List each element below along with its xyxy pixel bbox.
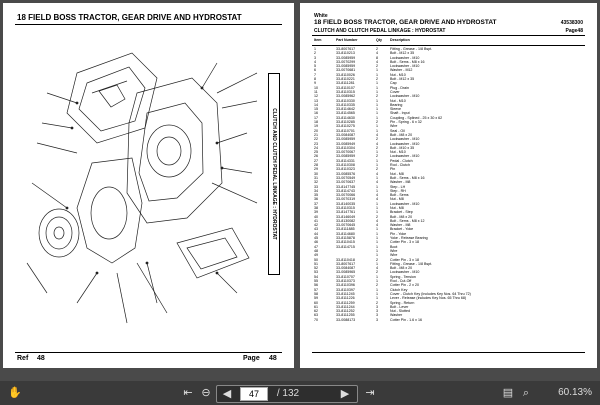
description: Cotter Pin - 2 x 20 bbox=[390, 283, 419, 288]
part-number: 33-0084087 bbox=[336, 266, 356, 271]
part-number: 33-8111245 bbox=[336, 291, 355, 296]
page-number-input[interactable] bbox=[240, 387, 268, 401]
first-page-icon[interactable]: ⇤ bbox=[183, 387, 193, 399]
description: Bracket - Step bbox=[390, 210, 413, 215]
quantity: 1 bbox=[376, 115, 378, 120]
part-number: 33-8147761 bbox=[336, 210, 356, 215]
col-part-number: Part Number bbox=[336, 38, 358, 42]
description: Washer - M12 bbox=[390, 68, 413, 73]
quantity: 1 bbox=[376, 231, 378, 236]
col-item: Item bbox=[314, 38, 322, 42]
item-number: 44 bbox=[314, 231, 318, 236]
description: Lockwasher - M10 bbox=[390, 270, 420, 275]
description: Pin bbox=[390, 167, 396, 172]
part-number: 33-0070549 bbox=[336, 175, 356, 180]
item-number: 13 bbox=[314, 98, 318, 103]
quantity: 2 bbox=[376, 120, 378, 125]
quantity: 1 bbox=[376, 158, 378, 163]
quantity: 1 bbox=[376, 287, 378, 292]
item-number: 4 bbox=[314, 59, 316, 64]
item-number: 57 bbox=[314, 287, 318, 292]
left-page-title: 18 FIELD BOSS TRACTOR, GEAR DRIVE AND HYDROSTAT bbox=[17, 13, 242, 22]
item-number: 54 bbox=[314, 274, 318, 279]
page-label: Page bbox=[243, 355, 260, 362]
part-number: 33-0085959 bbox=[336, 55, 356, 60]
quantity: 2 bbox=[376, 137, 378, 142]
item-number: 5 bbox=[314, 64, 316, 69]
description: Cover bbox=[390, 89, 400, 94]
quantity: 4 bbox=[376, 223, 378, 228]
quantity: 4 bbox=[376, 59, 378, 64]
part-number: 33-8110308 bbox=[336, 163, 355, 168]
quantity: 1 bbox=[376, 111, 378, 116]
description: Bolt - Sems - M8 x 16 bbox=[390, 175, 425, 180]
quantity: 1 bbox=[376, 253, 378, 258]
description: Lockwasher - M10 bbox=[390, 137, 420, 142]
part-number: 33-8111252 bbox=[336, 309, 355, 314]
footer-rule bbox=[312, 352, 585, 353]
description: Washer bbox=[390, 313, 403, 318]
item-number: 51 bbox=[314, 261, 318, 266]
page-ref: Page48 bbox=[565, 28, 583, 34]
description: Cover - Clutch Key (Includes Key Nos. 64 Thru 72) bbox=[390, 291, 471, 296]
description: Bolt - M12 x 35 bbox=[390, 51, 415, 56]
description: Shaft - Input bbox=[390, 111, 410, 116]
right-page-title: 18 FIELD BOSS TRACTOR, GEAR DRIVE AND HYDROSTAT bbox=[314, 19, 497, 26]
item-number: 33 bbox=[314, 184, 318, 189]
item-number: 19 bbox=[314, 124, 318, 129]
description: Step - LH bbox=[390, 184, 406, 189]
item-number: 40 bbox=[314, 214, 318, 219]
description: Cotter Pin - 3 x 18 bbox=[390, 240, 419, 245]
description: Spring - Return bbox=[390, 300, 415, 305]
part-number: 33-0070637 bbox=[336, 180, 356, 185]
part-number: 33-8114642 bbox=[336, 107, 355, 112]
description: Bolt - M8 x 20 bbox=[390, 132, 413, 137]
item-number: 14 bbox=[314, 102, 318, 107]
item-number: 52 bbox=[314, 266, 318, 271]
quantity: 2 bbox=[376, 167, 378, 172]
last-page-icon[interactable]: ⇥ bbox=[365, 387, 375, 399]
quantity: 2 bbox=[376, 283, 378, 288]
item-number: 3 bbox=[314, 55, 316, 60]
item-number: 10 bbox=[314, 85, 318, 90]
part-number: 33-8111244 bbox=[336, 304, 355, 309]
item-number: 39 bbox=[314, 210, 318, 215]
item-number: 18 bbox=[314, 120, 318, 125]
description: Nut - M8 bbox=[390, 171, 404, 176]
quantity: 1 bbox=[376, 81, 378, 86]
description: Rod - Clutch bbox=[390, 163, 410, 168]
description: Rod - Cut-Off bbox=[390, 279, 412, 284]
part-number: 33-8110418 bbox=[336, 257, 355, 262]
description: Sleeve bbox=[390, 107, 401, 112]
quantity: 2 bbox=[376, 47, 378, 51]
description: Lockwasher - M10 bbox=[390, 64, 420, 69]
quantity: 1 bbox=[376, 89, 378, 94]
part-number: 33-8111255 bbox=[336, 313, 355, 318]
part-number: 33-0070319 bbox=[336, 197, 356, 202]
description: Pin - Spring - 6 x 32 bbox=[390, 120, 422, 125]
description: Bolt - Sems - M8 x 16 bbox=[390, 59, 425, 64]
quantity: 2 bbox=[376, 94, 378, 99]
item-number: 24 bbox=[314, 145, 318, 150]
quantity: 3 bbox=[376, 309, 378, 314]
part-number: 33-8140035 bbox=[336, 201, 356, 206]
quantity: 1 bbox=[376, 240, 378, 245]
part-number: 33-8110330 bbox=[336, 98, 355, 103]
right-page-subtitle: CLUTCH AND CLUTCH PEDAL LINKAGE : HYDROSTAT bbox=[314, 28, 446, 34]
description: Boot bbox=[390, 244, 398, 249]
quantity: 1 bbox=[376, 150, 378, 155]
quantity: 3 bbox=[376, 313, 378, 318]
description: Spring - Tension bbox=[390, 274, 416, 279]
table-row bbox=[314, 318, 584, 322]
part-number: 33-8110275 bbox=[336, 124, 355, 129]
quantity: 3 bbox=[376, 304, 378, 309]
description: Lockwasher - M10 bbox=[390, 201, 420, 206]
item-number: 46 bbox=[314, 240, 318, 245]
description: Yoke - Release Bearing bbox=[390, 236, 428, 241]
description: Bolt - Sems bbox=[390, 193, 409, 198]
prev-page-icon[interactable]: ◀ bbox=[222, 388, 232, 400]
part-number: 33-8110213 bbox=[336, 51, 355, 56]
table-header-rule bbox=[312, 45, 585, 46]
hand-tool-icon[interactable]: ✋ bbox=[8, 387, 22, 399]
item-number: 16 bbox=[314, 111, 318, 116]
quantity: 4 bbox=[376, 171, 378, 176]
item-number: 12 bbox=[314, 94, 318, 99]
quantity: 4 bbox=[376, 132, 378, 137]
quantity: 4 bbox=[376, 51, 378, 56]
description: Lever - Release (Includes Key Nos. 65 Thru 68) bbox=[390, 296, 467, 301]
quantity: 1 bbox=[376, 210, 378, 215]
quantity: 1 bbox=[376, 107, 378, 112]
quantity: 4 bbox=[376, 180, 378, 185]
part-number: 33-0085965 bbox=[336, 270, 356, 275]
item-number: 23 bbox=[314, 141, 318, 146]
exploded-parts-diagram bbox=[17, 33, 267, 331]
quantity: 1 bbox=[376, 188, 378, 193]
page-value: 48 bbox=[269, 355, 277, 362]
quantity: 1 bbox=[376, 244, 378, 249]
quantity: 2 bbox=[376, 257, 378, 262]
description: Fitting - Grease - 1/8 Bspt. bbox=[390, 261, 433, 266]
quantity: 2 bbox=[376, 270, 378, 275]
part-number: 33-8115878 bbox=[336, 236, 355, 241]
quantity: 1 bbox=[376, 102, 378, 107]
part-number: 33-8114743 bbox=[336, 188, 355, 193]
col-description: Description bbox=[390, 38, 410, 42]
item-number: 22 bbox=[314, 137, 318, 142]
item-number: 2 bbox=[314, 51, 316, 56]
quantity: 1 bbox=[376, 296, 378, 301]
part-number: 33-0085959 bbox=[336, 64, 356, 69]
part-number: 33-8110335 bbox=[336, 102, 355, 107]
part-number: 33-8114565 bbox=[336, 111, 355, 116]
part-number: 33-0085959 bbox=[336, 137, 356, 142]
next-page-icon[interactable]: ▶ bbox=[340, 388, 350, 400]
description: Bolt - Sems - M8 x 12 bbox=[390, 218, 425, 223]
item-number: 63 bbox=[314, 313, 318, 318]
quantity: 1 bbox=[376, 261, 378, 266]
table-header bbox=[314, 38, 584, 42]
description: Step - RH bbox=[390, 188, 406, 193]
item-number: 17 bbox=[314, 115, 318, 120]
col-qty: Qty bbox=[376, 38, 382, 42]
part-number: 33-8111281 bbox=[336, 81, 355, 86]
description: Wire bbox=[390, 253, 398, 258]
item-number: 59 bbox=[314, 296, 318, 301]
parts-table bbox=[314, 47, 584, 322]
part-number: 33-0084087 bbox=[336, 132, 356, 137]
part-number: 33-8110707 bbox=[336, 274, 355, 279]
item-number: 55 bbox=[314, 279, 318, 284]
description: Nut - M10 bbox=[390, 72, 406, 77]
description: Pedal - Clutch bbox=[390, 158, 413, 163]
part-number: 33-8146049 bbox=[336, 214, 356, 219]
description: Seal - Oil bbox=[390, 128, 405, 133]
description: Bolt - Lever bbox=[390, 304, 409, 309]
quantity: 4 bbox=[376, 266, 378, 271]
part-number: 33-0085949 bbox=[336, 141, 356, 146]
part-number: 33-8007617 bbox=[336, 47, 356, 51]
quantity: 1 bbox=[376, 279, 378, 284]
description: Clutch Key bbox=[390, 287, 408, 292]
layout-icon[interactable]: ▤ bbox=[502, 387, 514, 399]
description: Bolt - M8 x 20 bbox=[390, 214, 413, 219]
quantity: 4 bbox=[376, 193, 378, 198]
part-number: 33-0085962 bbox=[336, 94, 356, 99]
quantity: 1 bbox=[376, 184, 378, 189]
quantity: 1 bbox=[376, 274, 378, 279]
description: Bearing bbox=[390, 102, 403, 107]
item-number: 62 bbox=[314, 309, 318, 314]
zoom-level[interactable]: 60.13% bbox=[558, 387, 592, 398]
part-number: 33-8114680 bbox=[336, 231, 355, 236]
quantity: 1 bbox=[376, 205, 378, 210]
part-number: 33-8110323 bbox=[336, 167, 355, 172]
part-number: 33-8111259 bbox=[336, 300, 355, 305]
viewer-toolbar bbox=[0, 381, 600, 405]
part-number: 33-0070299 bbox=[336, 59, 356, 64]
item-number: 30 bbox=[314, 171, 318, 176]
quantity: 2 bbox=[376, 214, 378, 219]
left-page bbox=[3, 3, 294, 368]
part-number: 33-8110107 bbox=[336, 85, 355, 90]
description: Lockwasher - M10 bbox=[390, 141, 420, 146]
item-number: 35 bbox=[314, 193, 318, 198]
part-number: 33-8110315 bbox=[336, 205, 355, 210]
description: Cap bbox=[390, 81, 397, 86]
item-number: 31 bbox=[314, 175, 318, 180]
part-number: 33-8110373 bbox=[336, 279, 355, 284]
quantity: 4 bbox=[376, 141, 378, 146]
description: Lockwasher - M10 bbox=[390, 55, 420, 60]
quantity: 1 bbox=[376, 236, 378, 241]
description: Coupling - Splined - 25 x 30 x 62 bbox=[390, 115, 443, 120]
quantity: 1 bbox=[376, 128, 378, 133]
item-number: 61 bbox=[314, 304, 318, 309]
item-number: 37 bbox=[314, 201, 318, 206]
part-number: 33-0085959 bbox=[336, 154, 356, 159]
item-number: 20 bbox=[314, 128, 318, 133]
description: Wire bbox=[390, 248, 398, 253]
part-number: 33-8130082 bbox=[336, 218, 356, 223]
item-number: 41 bbox=[314, 218, 318, 223]
quantity: 1 bbox=[376, 291, 378, 296]
item-number: 29 bbox=[314, 167, 318, 172]
title-rule bbox=[15, 24, 282, 25]
item-number: 15 bbox=[314, 107, 318, 112]
ref-value: 48 bbox=[37, 355, 45, 362]
quantity: 1 bbox=[376, 201, 378, 206]
part-number: 33-0085576 bbox=[336, 171, 356, 176]
item-number: 48 bbox=[314, 248, 318, 253]
description: Cotter Pin - 1.6 x 16 bbox=[390, 317, 422, 322]
item-number: 38 bbox=[314, 205, 318, 210]
item-number: 53 bbox=[314, 270, 318, 275]
page-navigator bbox=[216, 385, 358, 403]
item-number: 42 bbox=[314, 223, 318, 228]
quantity: 1 bbox=[376, 98, 378, 103]
item-number: 58 bbox=[314, 291, 318, 296]
item-number: 6 bbox=[314, 68, 316, 73]
item-number: 36 bbox=[314, 197, 318, 202]
item-number: 11 bbox=[314, 89, 318, 94]
item-number: 27 bbox=[314, 158, 318, 163]
description: Nut - M10 bbox=[390, 150, 406, 155]
header-rule bbox=[312, 35, 585, 36]
part-number: 33-8111885 bbox=[336, 227, 355, 232]
item-number: 56 bbox=[314, 283, 318, 288]
item-number: 43 bbox=[314, 227, 318, 232]
item-number: 9 bbox=[314, 81, 316, 86]
description: Bolt - M12 x 35 bbox=[390, 77, 415, 82]
quantity: 1 bbox=[376, 163, 378, 168]
part-number: 33-8110304 bbox=[336, 145, 355, 150]
description: Lockwasher - M10 bbox=[390, 94, 420, 99]
description: Wire bbox=[390, 124, 398, 129]
item-number: 45 bbox=[314, 236, 318, 241]
page-total: / 132 bbox=[276, 388, 300, 399]
part-number: 33-8110026 bbox=[336, 72, 355, 77]
item-number: 34 bbox=[314, 188, 318, 193]
quantity: 1 bbox=[376, 124, 378, 129]
quantity: 1 bbox=[376, 227, 378, 232]
item-number: 26 bbox=[314, 154, 318, 159]
side-title-box bbox=[268, 73, 280, 275]
item-number: 47 bbox=[314, 244, 318, 249]
doc-number: 43538300 bbox=[560, 20, 583, 26]
quantity: 2 bbox=[376, 77, 378, 82]
quantity: 2 bbox=[376, 300, 378, 305]
description: Nut - M8 bbox=[390, 197, 404, 202]
part-number: 33-0070681 bbox=[336, 68, 356, 73]
part-number: 33-8110285 bbox=[336, 120, 355, 125]
ref-label: Ref bbox=[17, 355, 29, 362]
quantity: 3 bbox=[376, 317, 378, 322]
right-page bbox=[300, 3, 597, 368]
description: Cotter Pin - 3 x 18 bbox=[390, 257, 419, 262]
part-number: 33-0070645 bbox=[336, 223, 356, 228]
part-number: 33-8111226 bbox=[336, 296, 355, 301]
part-number: 33-8007617 bbox=[336, 261, 356, 266]
item-number: 21 bbox=[314, 132, 318, 137]
part-number: 33-8114331 bbox=[336, 158, 355, 163]
quantity: 2 bbox=[376, 145, 378, 150]
part-number: 33-8110396 bbox=[336, 283, 355, 288]
part-number: 33-8110397 bbox=[336, 287, 355, 292]
item-number: 1 bbox=[314, 47, 316, 51]
item-number: 28 bbox=[314, 163, 318, 168]
part-number: 33-8114715 bbox=[336, 244, 355, 249]
description: Washer - M8 bbox=[390, 180, 411, 185]
zoom-out-icon[interactable]: ⊖ bbox=[201, 387, 211, 399]
item-number: 49 bbox=[314, 253, 318, 258]
description: Lockwasher - M10 bbox=[390, 154, 420, 159]
part-number: 33-8110221 bbox=[336, 77, 355, 82]
quantity: 1 bbox=[376, 248, 378, 253]
part-number: 33-0070066 bbox=[336, 193, 356, 198]
description: Plug - Drain bbox=[390, 85, 409, 90]
part-number: 33-8110315 bbox=[336, 89, 355, 94]
item-number: 7 bbox=[314, 72, 316, 77]
part-number: 33-8114630 bbox=[336, 115, 355, 120]
brand: White bbox=[314, 13, 328, 19]
zoom-icon[interactable]: ⌕ bbox=[522, 387, 530, 399]
quantity: 1 bbox=[376, 72, 378, 77]
description: Nut - M10 bbox=[390, 98, 406, 103]
part-number: 33-0088173 bbox=[336, 317, 356, 322]
description: Washer - M8 bbox=[390, 223, 411, 228]
quantity: 1 bbox=[376, 175, 378, 180]
item-number: 25 bbox=[314, 150, 318, 155]
quantity: 2 bbox=[376, 154, 378, 159]
part-number: 33-8110701 bbox=[336, 128, 355, 133]
description: Bolt - M10 x 35 bbox=[390, 145, 415, 150]
item-number: 32 bbox=[314, 180, 318, 185]
quantity: 1 bbox=[376, 85, 378, 90]
part-number: 33-8110415 bbox=[336, 240, 355, 245]
item-number: 60 bbox=[314, 300, 318, 305]
description: Nut - Slotted bbox=[390, 309, 410, 314]
description: Pin - Yoke bbox=[390, 231, 407, 236]
item-number: 70 bbox=[314, 317, 318, 322]
item-number: 8 bbox=[314, 77, 316, 82]
description: Bracket - Yoke bbox=[390, 227, 414, 232]
description: Fitting - Grease - 1/8 Bspt. bbox=[390, 47, 433, 51]
quantity: 1 bbox=[376, 68, 378, 73]
quantity: 8 bbox=[376, 55, 378, 60]
part-number: 33-8147745 bbox=[336, 184, 356, 189]
quantity: 4 bbox=[376, 197, 378, 202]
side-title: CLUTCH AND CLUTCH PEDAL LINKAGE : HYDROSTAT bbox=[271, 108, 277, 240]
quantity: 4 bbox=[376, 218, 378, 223]
footer-rule bbox=[15, 352, 282, 353]
quantity: 2 bbox=[376, 64, 378, 69]
part-number: 33-0070067 bbox=[336, 150, 356, 155]
item-number: 50 bbox=[314, 257, 318, 262]
description: Bolt - M8 x 20 bbox=[390, 266, 413, 271]
description: Nut - M8 bbox=[390, 205, 404, 210]
